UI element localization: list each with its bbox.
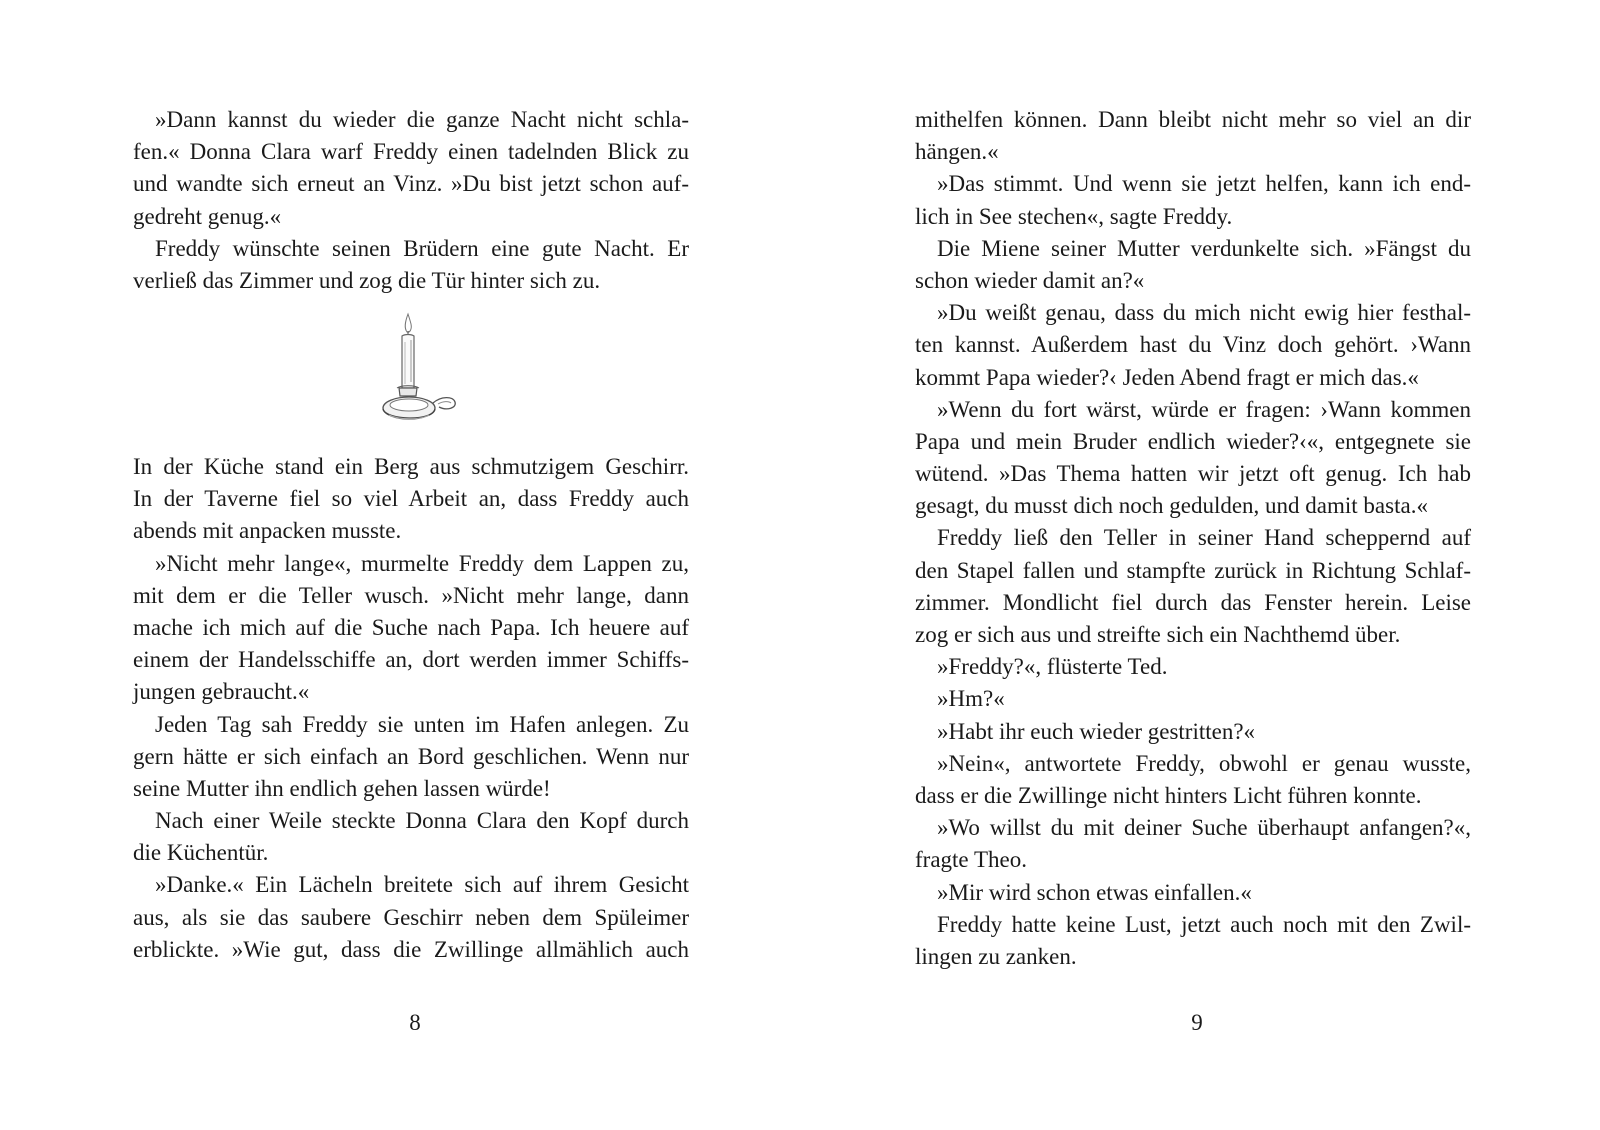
text-line: abends mit anpacken musste. xyxy=(133,518,402,544)
left-text-block-bottom xyxy=(133,451,689,966)
text-line: einem der Handelsschiffe an, dort werden immer Schiffs- xyxy=(133,647,689,673)
text-line: »Das stimmt. Und wenn sie jetzt helfen, kann ich end- xyxy=(937,171,1471,197)
text-line: Freddy ließ den Teller in seiner Hand scheppernd auf xyxy=(937,525,1471,551)
text-line: lingen zu zanken. xyxy=(915,943,1077,969)
text-line: gesagt, du musst dich noch gedulden, und damit basta.« xyxy=(915,493,1428,519)
text-line: Die Miene seiner Mutter verdunkelte sich. »Fängst du xyxy=(937,235,1471,261)
text-line: schon wieder damit an?« xyxy=(915,267,1145,293)
text-line: mache ich mich auf die Suche nach Papa. Ich heuere auf xyxy=(133,614,689,640)
text-line: »Nicht mehr lange«, murmelte Freddy dem Lappen zu, xyxy=(155,550,689,576)
text-line: »Du weißt genau, dass du mich nicht ewig hier festhal- xyxy=(937,300,1471,326)
text-line: mit dem er die Teller wusch. »Nicht mehr lange, dann xyxy=(133,582,689,608)
text-line: fragte Theo. xyxy=(915,847,1027,873)
text-line: verließ das Zimmer und zog die Tür hinter sich zu. xyxy=(133,267,601,293)
text-line: die Küchentür. xyxy=(133,840,269,866)
text-line: erblickte. »Wie gut, dass die Zwillinge allmählich auch xyxy=(133,936,689,962)
text-line: hängen.« xyxy=(915,139,999,165)
text-line: gern hätte er sich einfach an Bord geschlichen. Wenn nur xyxy=(133,743,689,769)
text-line: »Wo willst du mit deiner Suche überhaupt anfangen?«, xyxy=(937,815,1471,841)
text-line: »Danke.« Ein Lächeln breitete sich auf ihrem Gesicht xyxy=(155,872,689,898)
text-line: zimmer. Mondlicht fiel durch das Fenster herein. Leise xyxy=(915,589,1471,615)
text-line: »Mir wird schon etwas einfallen.« xyxy=(937,879,1252,905)
text-line: »Wenn du fort wärst, würde er fragen: ›Wann kommen xyxy=(937,396,1471,422)
left-text-block-top xyxy=(133,104,689,297)
text-line: mithelfen können. Dann bleibt nicht mehr so viel an dir xyxy=(915,107,1471,132)
text-line: fen.« Donna Clara warf Freddy einen tadelnden Blick zu xyxy=(133,139,689,165)
text-line: »Nein«, antwortete Freddy, obwohl er genau wusste, xyxy=(937,750,1471,776)
page-number-left: 8 xyxy=(409,1010,421,1035)
text-line: »Freddy?«, flüsterte Ted. xyxy=(937,654,1168,680)
text-line: seine Mutter ihn endlich gehen lassen würde! xyxy=(133,775,551,801)
text-line: Nach einer Weile steckte Donna Clara den Kopf durch xyxy=(155,808,689,834)
text-line: Papa und mein Bruder endlich wieder?‹«, entgegnete sie xyxy=(915,428,1471,454)
text-line: wütend. »Das Thema hatten wir jetzt oft genug. Ich hab xyxy=(915,461,1471,487)
text-line: den Stapel fallen und stampfte zurück in Richtung Schlaf- xyxy=(915,557,1471,583)
text-line: In der Küche stand ein Berg aus schmutzigem Geschirr. xyxy=(133,454,689,479)
text-line: und wandte sich erneut an Vinz. »Du bist jetzt schon auf- xyxy=(133,171,689,197)
text-line: lich in See stechen«, sagte Freddy. xyxy=(915,203,1233,229)
text-line: In der Taverne fiel so viel Arbeit an, dass Freddy auch xyxy=(133,486,689,512)
text-line: aus, als sie das saubere Geschirr neben dem Spüleimer xyxy=(133,904,689,930)
text-line: »Hm?« xyxy=(937,686,1005,712)
text-line: Jeden Tag sah Freddy sie unten im Hafen anlegen. Zu xyxy=(155,711,689,737)
text-line: ten kannst. Außerdem hast du Vinz doch gehört. ›Wann xyxy=(915,332,1471,358)
page-number-right: 9 xyxy=(1191,1010,1203,1035)
text-line: Freddy wünschte seinen Brüdern eine gute Nacht. Er xyxy=(155,235,689,261)
right-text-block xyxy=(915,104,1471,973)
text-line: »Dann kannst du wieder die ganze Nacht nicht schla- xyxy=(155,107,689,132)
text-line: zog er sich aus und streifte sich ein Nachthemd über. xyxy=(915,622,1401,647)
text-line: Freddy hatte keine Lust, jetzt auch noch mit den Zwil- xyxy=(937,911,1471,937)
candle-holder-icon xyxy=(375,312,457,430)
text-line: jungen gebraucht.« xyxy=(133,679,310,705)
text-line: gedreht genug.« xyxy=(133,203,282,229)
text-line: »Habt ihr euch wieder gestritten?« xyxy=(937,718,1256,744)
text-line: kommt Papa wieder?‹ Jeden Abend fragt er mich das.« xyxy=(915,364,1419,390)
text-line: dass er die Zwillinge nicht hinters Licht führen konnte. xyxy=(915,782,1422,808)
